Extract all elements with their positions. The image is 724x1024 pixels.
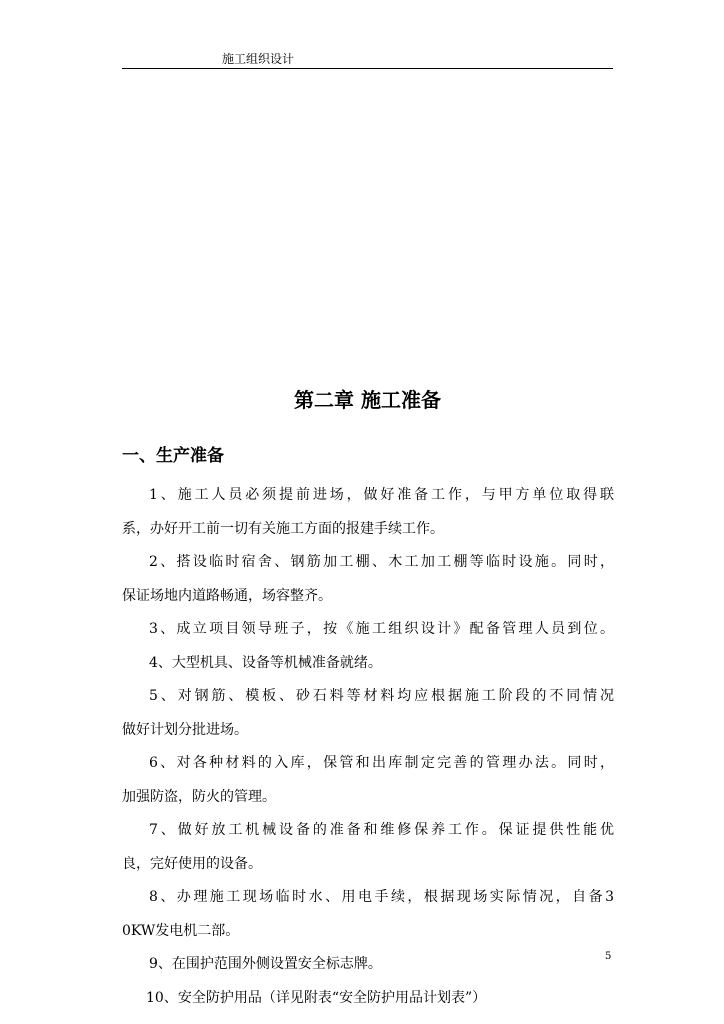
paragraph-line: 良，完好使用的设备。 (122, 855, 262, 872)
header-title: 施工组织设计 (222, 52, 295, 66)
paragraph-line: 4、大型机具、设备等机械准备就绪。 (149, 654, 382, 671)
paragraph-line: 8、办理施工现场临时水、用电手续，根据现场实际情况，自备3 (149, 889, 614, 905)
page-number: 5 (605, 951, 612, 962)
paragraph-line: 7、做好放工机械设备的准备和维修保养工作。保证提供性能优 (149, 822, 614, 838)
paragraph-line: 做好计划分批进场。 (122, 721, 248, 738)
paragraph-line: 加强防盗，防火的管理。 (122, 788, 276, 805)
paragraph-line: 0KW发电机二部。 (122, 922, 240, 939)
paragraph-line: 系，办好开工前一切有关施工方面的报建手续工作。 (122, 520, 444, 537)
paragraph-line: 3、成立项目领导班子，按《施工组织设计》配备管理人员到位。 (149, 621, 614, 637)
paragraph-line: 6、对各种材料的入库，保管和出库制定完善的管理办法。同时， (149, 755, 614, 771)
paragraph-line: 10、安全防护用品（详见附表“安全防护用品计划表”） (146, 989, 487, 1006)
chapter-title: 第二章 施工准备 (294, 388, 441, 412)
paragraph-line: 9、在围护范围外侧设置安全标志牌。 (149, 956, 382, 972)
page-header (122, 52, 613, 69)
paragraph-line: 1、施工人员必须提前进场，做好准备工作，与甲方单位取得联 (149, 487, 614, 503)
body-text (122, 479, 614, 1015)
section-heading: 一、生产准备 (122, 446, 224, 466)
paragraph-line: 2、搭设临时宿舍、钢筋加工棚、木工加工棚等临时设施。同时， (149, 554, 614, 570)
paragraph-line: 5、对钢筋、模板、砂石料等材料均应根据施工阶段的不同情况 (149, 688, 614, 704)
paragraph-line: 保证场地内道路畅通，场容整齐。 (122, 587, 332, 604)
